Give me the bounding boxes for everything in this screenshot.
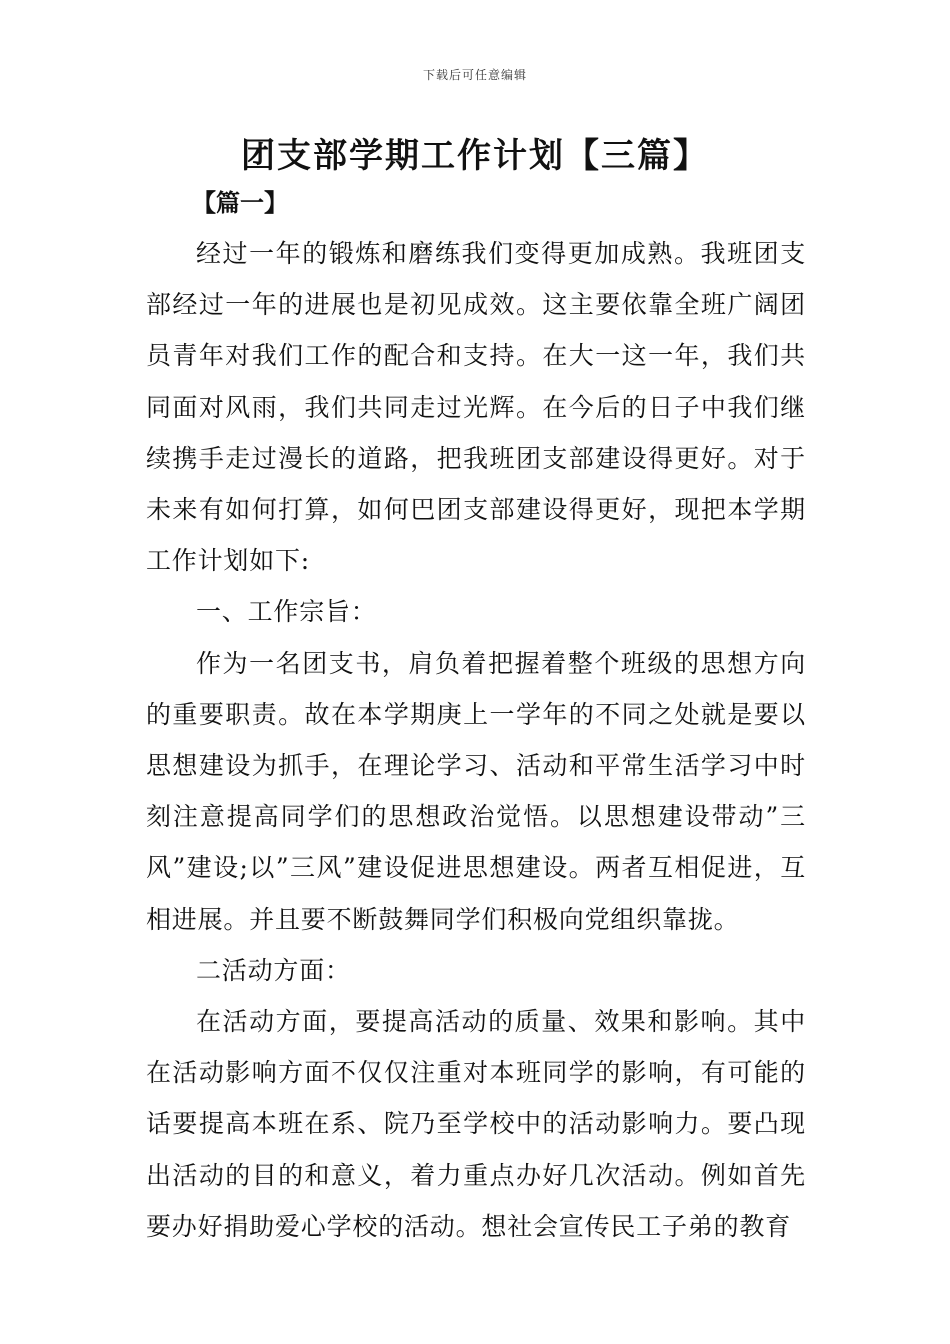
document-body: [146, 228, 806, 1252]
heading-work-purpose: 一、工作宗旨：: [196, 597, 377, 627]
heading-activities: 二活动方面：: [196, 955, 351, 985]
document-title: 团支部学期工作计划【三篇】: [241, 136, 709, 176]
paragraph-work-purpose: 作为一名团支书，肩负着把握着整个班级的思想方向的重要职责。故在本学期庚上一学年的不同之处就是要以思想建设为抓手，在理论学习、活动和平常生活学习中时刻注意提高同学们的思想政治觉悟。以思想建设带动”三风”建设;以”三风”建设促进思想建设。两者互相促进，互相进展。并且要不断鼓舞同学们积极向党组织靠拢。: [146, 648, 806, 934]
paragraph-intro: 经过一年的锻炼和磨练我们变得更加成熟。我班团支部经过一年的进展也是初见成效。这主要依靠全班广阔团员青年对我们工作的配合和支持。在大一这一年，我们共同面对风雨，我们共同走过光辉。在今后的日子中我们继续携手走过漫长的道路，把我班团支部建设得更好。对于未来有如何打算，如何巴团支部建设得更好，现把本学期工作计划如下:: [146, 239, 806, 576]
paragraph-activities: 在活动方面，要提高活动的质量、效果和影响。其中在活动影响方面不仅仅注重对本班同学的影响，有可能的话要提高本班在系、院乃至学校中的活动影响力。要凸现出活动的目的和意义，着力重点办好几次活动。例如首先要办好捐助爱心学校的活动。想社会宣传民工子弟的教育: [146, 1007, 806, 1241]
header-note: 下载后可任意编辑: [422, 68, 527, 82]
section-label: 【篇一】: [192, 189, 288, 217]
